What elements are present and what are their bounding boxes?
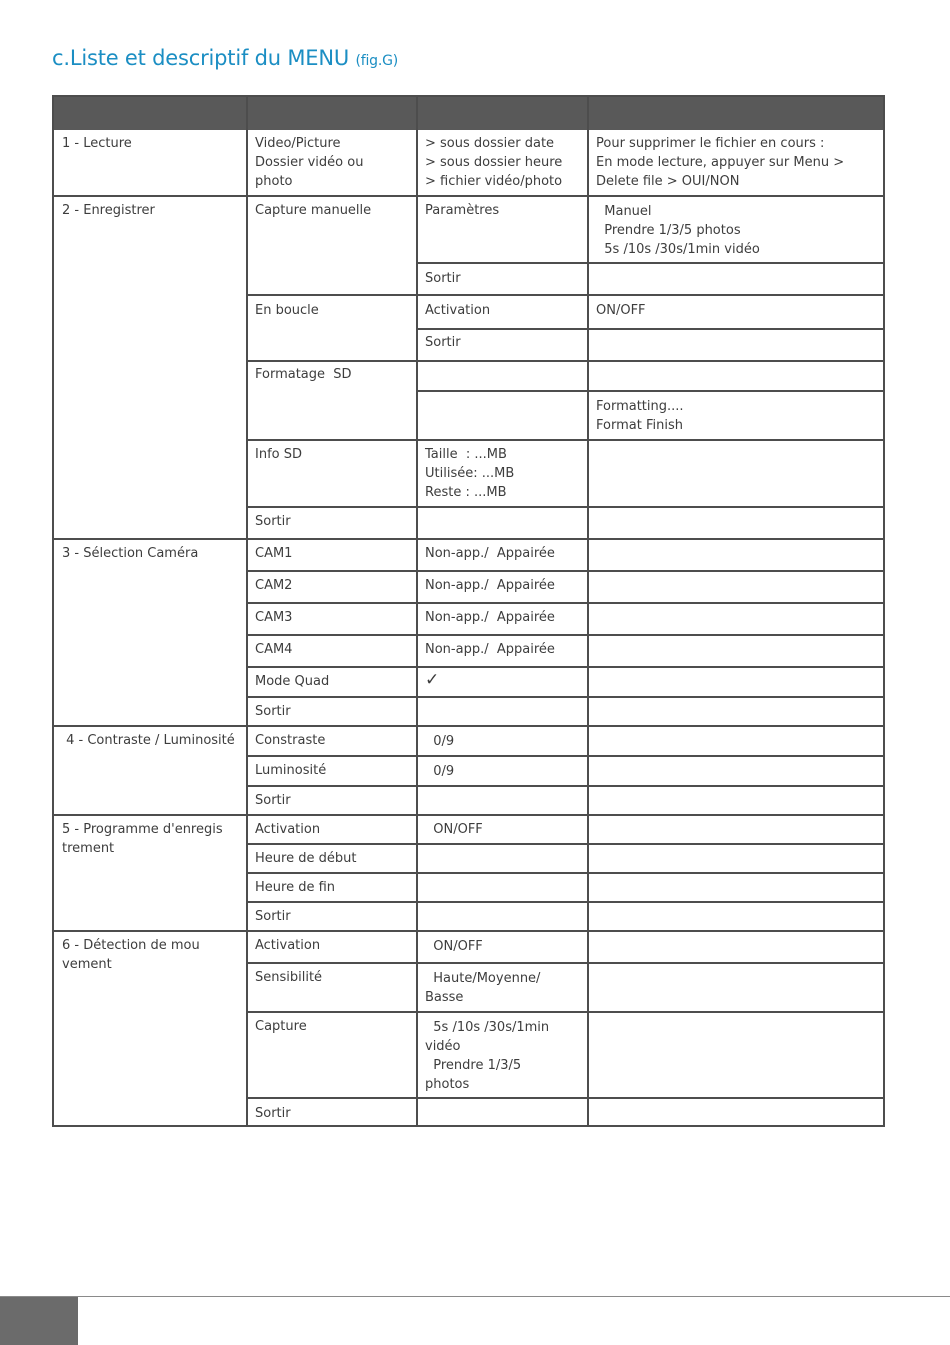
row-divider [54,930,883,932]
option-cam2-pairing: Non-app./ Appairée [425,578,555,593]
option-cam3-pairing: Non-app./ Appairée [425,610,555,625]
checkmark-icon: ✓ [425,670,440,690]
menu-item-selection-camera: 3 - Sélection Caméra [62,546,199,561]
submenu-sortir: Sortir [255,1106,291,1121]
option-activation: Activation [425,303,491,318]
menu-item-enregistrer: 2 - Enregistrer [62,203,155,218]
menu-item-lecture: 1 - Lecture [62,136,132,151]
table-header [54,97,883,130]
submenu-sortir: Sortir [255,514,291,529]
option-contraste-range: 0/9 [425,734,455,749]
option-capture: 5s /10s /30s/1min vidéo Prendre 1/3/5 photos [425,1020,550,1092]
figure-reference: (fig.G) [355,53,399,69]
row-divider [246,843,883,845]
submenu-activation: Activation [255,938,321,953]
menu-item-programme: 5 - Programme d'enregis trement [62,822,223,856]
menu-table [52,95,885,1127]
submenu-mode-quad: Mode Quad [255,674,330,689]
submenu-heure-debut: Heure de début [255,851,357,866]
submenu-cam3: CAM3 [255,610,293,625]
submenu-luminosite: Luminosité [255,763,327,778]
option-folders: > sous dossier date > sous dossier heure > fichier vidéo/photo [425,136,563,189]
option-info-sd: Taille : ...MB Utilisée: ...MB Reste : ...MB [425,447,515,500]
submenu-sortir: Sortir [255,909,291,924]
row-divider [416,262,883,264]
submenu-video-picture: Video/Picture Dossier vidéo ou photo [255,136,364,189]
option-sortir: Sortir [425,335,461,350]
title-main: c.Liste et descriptif du MENU [52,46,356,70]
row-divider [246,901,883,903]
column-divider [246,97,248,1125]
option-cam1-pairing: Non-app./ Appairée [425,546,555,561]
row-divider [246,570,883,572]
submenu-sensibilite: Sensibilité [255,970,323,985]
row-divider [54,195,883,197]
row-divider [416,390,883,392]
row-divider [54,538,883,540]
row-divider [54,814,883,816]
row-divider [246,666,883,668]
submenu-cam1: CAM1 [255,546,293,561]
row-divider [246,962,883,964]
row-divider [246,602,883,604]
description-on-off: ON/OFF [596,303,646,318]
page-title [52,46,398,70]
description-parametres: Manuel Prendre 1/3/5 photos 5s /10s /30s/1min vidéo [604,204,760,257]
submenu-capture-manuelle: Capture manuelle [255,203,372,218]
option-luminosite-range: 0/9 [425,764,455,779]
submenu-cam2: CAM2 [255,578,293,593]
menu-item-detection: 6 - Détection de mou vement [62,938,200,972]
row-divider [246,439,883,441]
row-divider [246,1011,883,1013]
column-divider [587,97,589,1125]
submenu-contraste: Constraste [255,733,326,748]
footer-rule [0,1296,950,1297]
row-divider [246,785,883,787]
description-delete: Pour supprimer le fichier en cours : En mode lecture, appuyer sur Menu > Delete file > OUI/NON [596,136,845,189]
option-cam4-pairing: Non-app./ Appairée [425,642,555,657]
submenu-cam4: CAM4 [255,642,293,657]
row-divider [246,360,883,362]
submenu-activation: Activation [255,822,321,837]
row-divider [246,696,883,698]
option-parametres: Paramètres [425,203,500,218]
option-sortir: Sortir [425,271,461,286]
option-sensibilite: Haute/Moyenne/ Basse [425,971,541,1005]
menu-item-contraste-luminosite: 4 - Contraste / Luminosité [62,733,235,748]
row-divider [416,328,883,330]
submenu-en-boucle: En boucle [255,303,319,318]
submenu-capture: Capture [255,1019,307,1034]
row-divider [246,506,883,508]
submenu-formatage-sd: Formatage SD [255,367,352,382]
submenu-sortir: Sortir [255,704,291,719]
description-formatting: Formatting.... Format Finish [596,399,684,433]
row-divider [246,294,883,296]
column-divider [416,97,418,1125]
row-divider [246,634,883,636]
page-number-tab [0,1297,78,1345]
submenu-info-sd: Info SD [255,447,302,462]
option-on-off: ON/OFF [425,939,483,954]
submenu-sortir: Sortir [255,793,291,808]
row-divider [246,755,883,757]
row-divider [246,872,883,874]
row-divider [246,1097,883,1099]
row-divider [54,725,883,727]
submenu-heure-fin: Heure de fin [255,880,336,895]
option-on-off: ON/OFF [425,822,483,837]
